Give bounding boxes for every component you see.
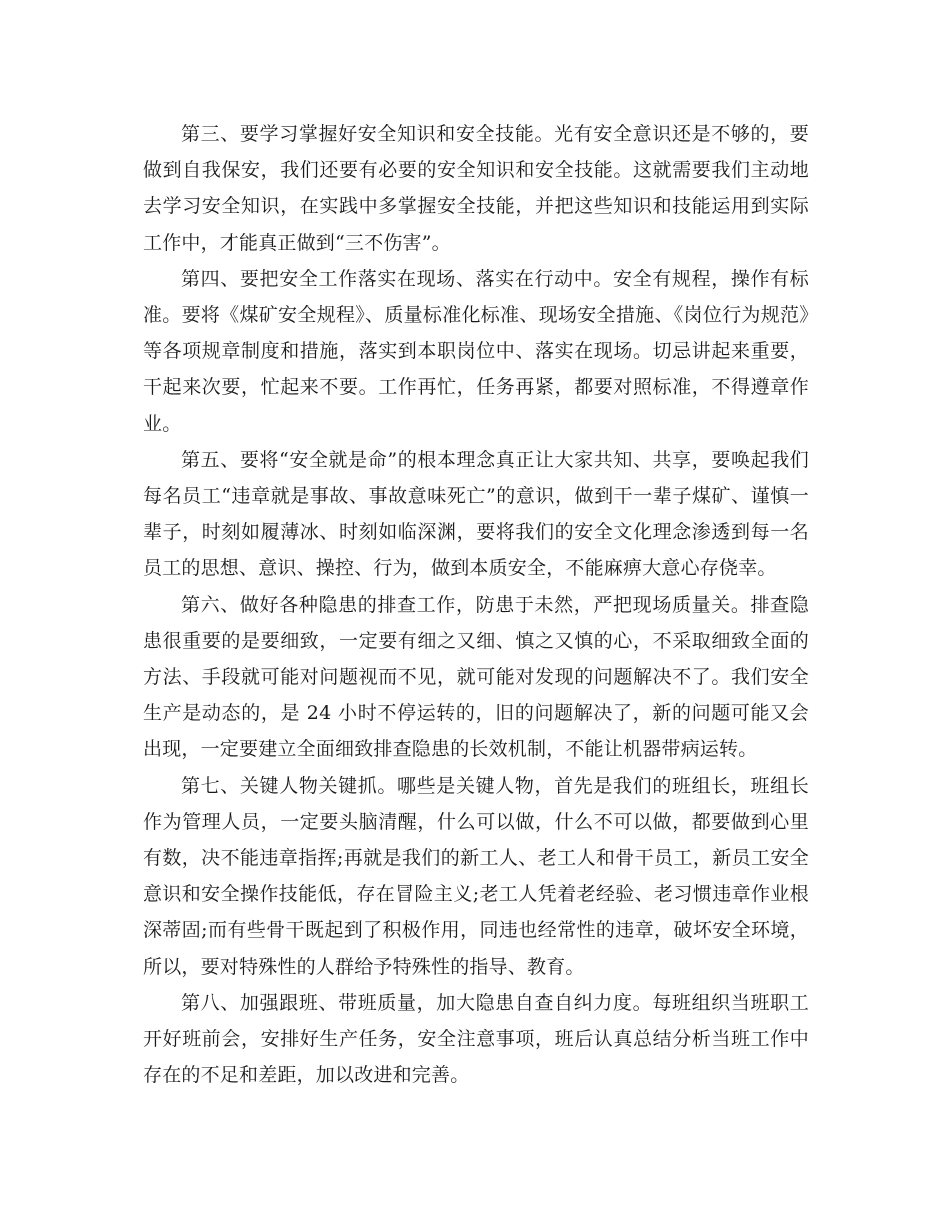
paragraph-8: 第八、加强跟班、带班质量，加大隐患自查自纠力度。每班组织当班职工开好班前会，安排好生产任务，安全注意事项，班后认真总结分析当班工作中存在的不足和差距，加以改进和完善。 — [143, 991, 809, 1087]
paragraph-5: 第五、要将“安全就是命”的根本理念真正让大家共知、共享，要唤起我们每名员工“违章就是事故、事故意味死亡”的意识，做到干一辈子煤矿、谨慎一辈子，时刻如履薄冰、时刻如临深渊，要将我们的安全文化理念渗透到每一名员工的思想、意识、操控、行为，做到本质安全，不能麻痹大意心存侥幸。 — [143, 448, 809, 580]
paragraph-7: 第七、关键人物关键抓。哪些是关键人物，首先是我们的班组长，班组长作为管理人员，一定要头脑清醒，什么可以做，什么不可以做，都要做到心里有数，决不能违章指挥;再就是我们的新工人、老工人和骨干员工，新员工安全意识和安全操作技能低，存在冒险主义;老工人凭着老经验、老习惯违章作业根深蒂固;而有些骨干既起到了积极作用，同违也经常性的违章，破坏安全环境，所以，要对特殊性的人群给予特殊性的指导、教育。 — [143, 774, 809, 978]
paragraph-3: 第三、要学习掌握好安全知识和安全技能。光有安全意识还是不够的，要做到自我保安，我们还要有必要的安全知识和安全技能。这就需要我们主动地去学习安全知识，在实践中多掌握安全技能，并把这些知识和技能运用到实际工作中，才能真正做到“三不伤害”。 — [143, 123, 809, 254]
paragraph-6: 第六、做好各种隐患的排查工作，防患于未然，严把现场质量关。排查隐患很重要的是要细致，一定要有细之又细、慎之又慎的心，不采取细致全面的方法、手段就可能对问题视而不见，就可能对发现的问题解决不了。我们安全生产是动态的，是 24 小时不停运转的，旧的问题解决了，新的问题可能又会出现，一定要建立全面细致排查隐患的长效机制，不能让机器带病运转。 — [143, 593, 809, 761]
paragraph-4: 第四、要把安全工作落实在现场、落实在行动中。安全有规程，操作有标准。要将《煤矿安全规程》、质量标准化标准、现场安全措施、《岗位行为规范》等各项规章制度和措施，落实到本职岗位中、落实在现场。切忌讲起来重要，干起来次要，忙起来不要。工作再忙，任务再紧，都要对照标准，不得遵章作业。 — [143, 267, 809, 435]
document-body — [143, 116, 809, 1093]
